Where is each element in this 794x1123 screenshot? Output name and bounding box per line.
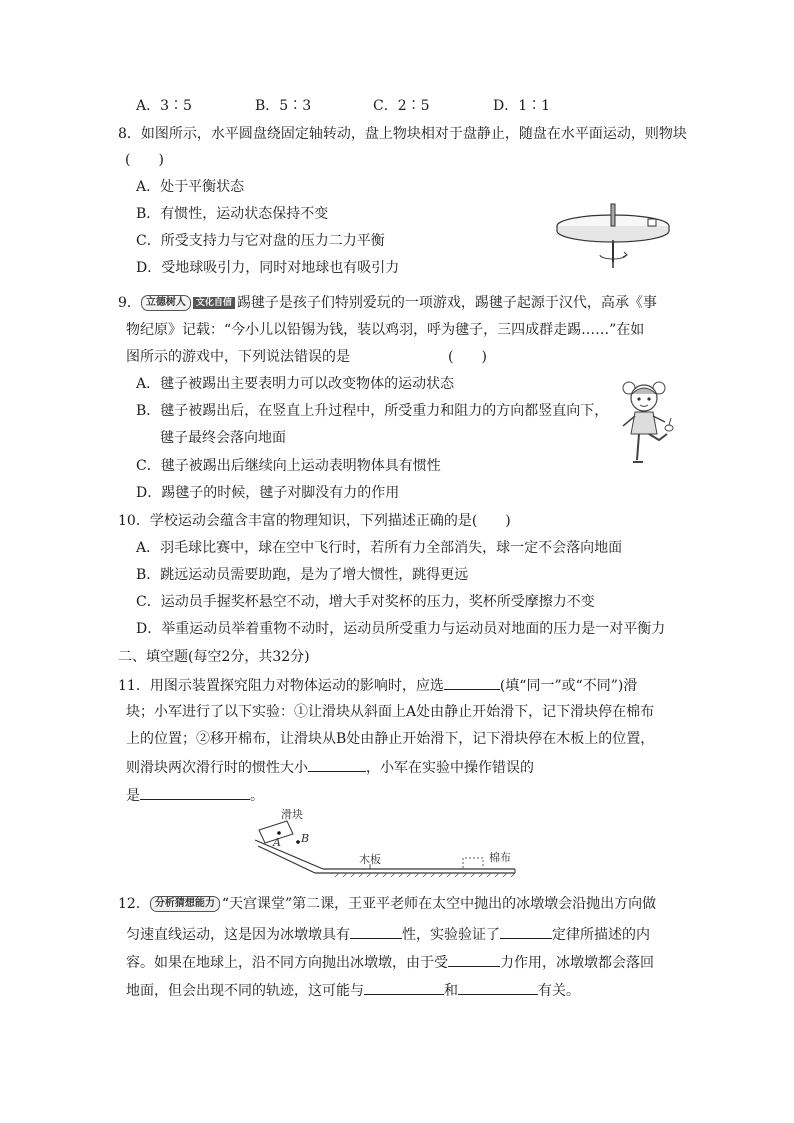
tag-wenhua-zixin: 文化自信 [193, 297, 235, 309]
q12-text2a: 匀速直线运动，这是因为冰墩墩具有 [126, 927, 350, 943]
q8-option-c: C．所受支持力与它对盘的压力二力平衡 [136, 233, 385, 249]
q9-option-a: A．毽子被踢出主要表明力可以改变物体的运动状态 [136, 376, 455, 392]
q9-stem-line3 [126, 347, 487, 367]
q9-option-d: D．踢毽子的时候，毽子对脚没有力的作用 [136, 485, 400, 501]
q8-option-d: D．受地球吸引力，同时对地球也有吸引力 [136, 260, 400, 276]
q12-line2 [126, 924, 650, 945]
q12-number: 12． [118, 896, 150, 912]
q12-text3b: 力作用，冰墩墩都会落回 [500, 955, 654, 971]
q12-blank-4[interactable] [364, 980, 444, 995]
q12-text2c: 定律所描述的内 [552, 927, 650, 943]
q11-fig-point-a: A [273, 836, 281, 849]
q12-line4 [126, 980, 580, 1001]
q9-paren: ( ) [448, 349, 487, 365]
q8-paren: ( ) [125, 152, 164, 168]
q11-text1a: 11．用图示装置探究阻力对物体运动的影响时，应选 [118, 678, 444, 694]
q12-blank-1[interactable] [350, 924, 402, 939]
q12-text4a: 地面，但会出现不同的轨迹，这可能与 [126, 983, 364, 999]
q9-number: 9． [118, 295, 141, 311]
q8-option-a: A．处于平衡状态 [136, 179, 245, 195]
q11-line1 [118, 675, 637, 696]
q11-text4a: 则滑块两次滑行时的惯性大小 [126, 760, 308, 776]
q12-text4b: 和 [444, 983, 458, 999]
q7-option-a: A．3∶5 [136, 98, 192, 114]
q9-stem-line2: 物纪原》记载：“今小儿以铅锡为钱，装以鸡羽，呼为毽子，三四成群走踢……”在如 [126, 322, 645, 338]
q11-fig-slider-label: 滑块 [281, 808, 303, 821]
q9-option-b-cont: 毽子最终会落向地面 [160, 430, 286, 446]
q9-girl-figure [615, 378, 677, 466]
q8-disc-figure [552, 200, 674, 270]
q7-option-b: B．5∶3 [255, 98, 312, 114]
q12-text3a: 容。如果在地球上，沿不同方向抛出冰墩墩，由于受 [126, 955, 448, 971]
q12-line1 [118, 894, 656, 914]
q12-blank-3[interactable] [448, 952, 500, 967]
q11-fig-cloth-label: 棉布 [489, 851, 511, 864]
q11-blank-1[interactable] [444, 675, 500, 690]
q11-text5a: 是 [126, 788, 140, 804]
q11-blank-2[interactable] [308, 757, 366, 772]
q12-text1: “天宫课堂”第二课，王亚平老师在太空中抛出的冰墩墩会沿抛出方向做 [221, 896, 657, 912]
q9-option-c: C．毽子被踢出后继续向上运动表明物体具有惯性 [136, 458, 441, 474]
q10-stem: 10．学校运动会蕴含丰富的物理知识，下列描述正确的是( ) [118, 513, 511, 529]
q11-line2: 块；小军进行了以下实验：①让滑块从斜面上A处由静止开始滑下，记下滑块停在棉布 [126, 704, 655, 720]
q11-line3: 上的位置；②移开棉布，让滑块从B处由静止开始滑下，记下滑块停在木板上的位置， [126, 731, 655, 747]
tag-lide-shuren: 立德树人 [141, 295, 191, 311]
q7-option-c: C．2∶5 [373, 98, 430, 114]
q9-stem-text1: 踢毽子是孩子们特别爱玩的一项游戏，踢毽子起源于汉代，高承《事 [236, 295, 657, 311]
q11-fig-point-b: B [301, 832, 310, 845]
q11-text4b: ，小军在实验中操作错误的 [366, 760, 534, 776]
q12-blank-2[interactable] [500, 924, 552, 939]
q8-option-b: B．有惯性，运动状态保持不变 [136, 206, 329, 222]
q10-option-b: B．跳远运动员需要助跑，是为了增大惯性，跳得更远 [136, 567, 469, 583]
q12-line3 [126, 952, 654, 973]
q11-fig-board-label: 木板 [359, 853, 381, 866]
q7-option-d: D．1∶1 [493, 98, 551, 114]
q11-line5 [126, 785, 264, 806]
tag-analysis-ability: 分析猜想能力 [150, 896, 220, 912]
q11-blank-3[interactable] [140, 785, 250, 800]
q11-line4 [126, 757, 534, 778]
q10-option-a: A．羽毛球比赛中，球在空中飞行时，若所有力全部消失，球一定不会落向地面 [136, 540, 623, 556]
q10-option-c: C．运动员手握奖杯悬空不动，增大手对奖杯的压力，奖杯所受摩擦力不变 [136, 594, 595, 610]
q11-incline-figure [255, 806, 527, 884]
q11-text1b: (填“同一”或“不同”)滑 [499, 678, 638, 694]
q9-stem-text3: 图所示的游戏中，下列说法错误的是 [126, 349, 350, 365]
q12-blank-5[interactable] [458, 980, 538, 995]
q9-option-b: B．毽子被踢出后，在竖直上升过程中，所受重力和阻力的方向都竖直向下， [136, 403, 609, 419]
q9-stem-line1 [118, 293, 657, 313]
q11-text5b: 。 [250, 788, 264, 804]
q10-option-d: D．举重运动员举着重物不动时，运动员所受重力与运动员对地面的压力是一对平衡力 [136, 621, 666, 637]
q12-text2b: 性，实验验证了 [402, 927, 500, 943]
q8-stem: 8．如图所示，水平圆盘绕固定轴转动，盘上物块相对于盘静止，随盘在水平面运动，则物块 [118, 126, 687, 142]
section2-title: 二、填空题(每空2分，共32分) [118, 649, 310, 665]
q12-text4c: 有关。 [538, 983, 580, 999]
